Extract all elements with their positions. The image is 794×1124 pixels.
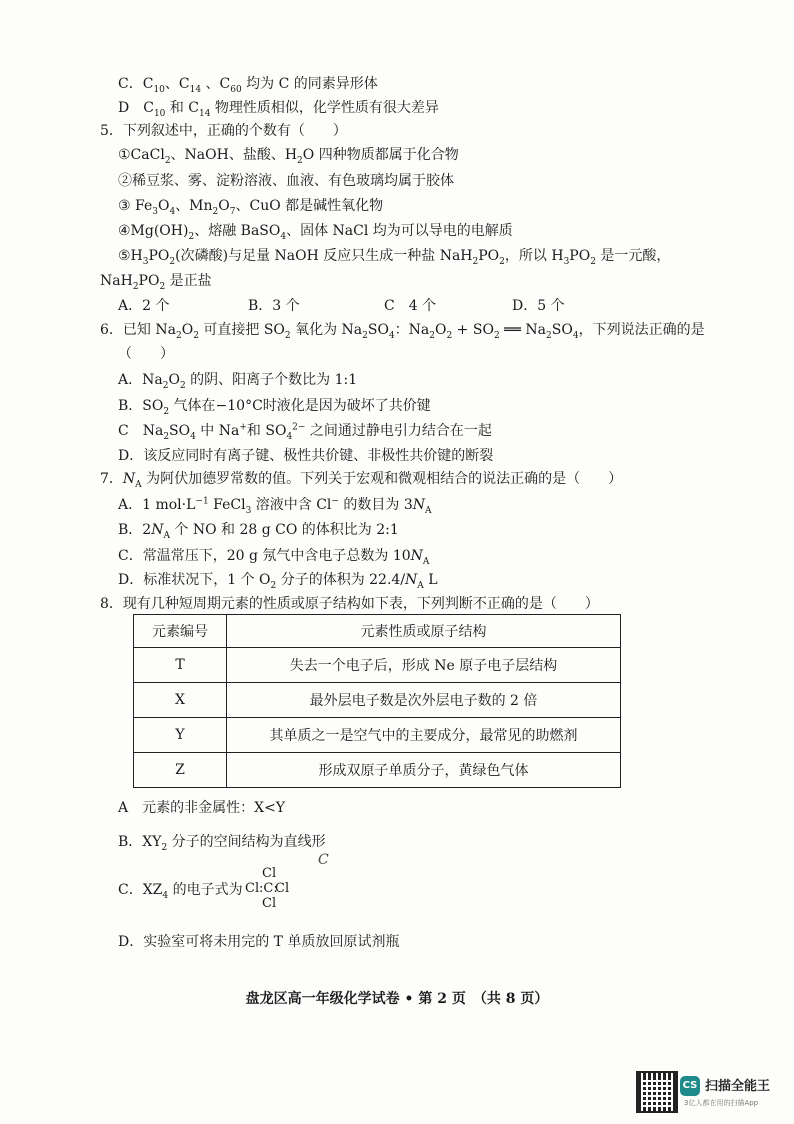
qr-code-icon	[636, 1071, 678, 1113]
struct-cl-right: Cl	[275, 881, 290, 896]
q8-stem: 8．现有几种短周期元素的性质或原子结构如下表，下列判断不正确的是（ ）	[100, 596, 599, 612]
table-cell: 最外层电子数是次外层电子数的 2 倍	[227, 683, 621, 718]
electron-formula	[245, 866, 290, 915]
q8-option-d: D．实验室可将未用完的 T 单质放回原试剂瓶	[118, 934, 400, 950]
q4-option-d: D $C_{10}$ 和 $C_{14}$ 物理性质相似，化学性质有很大差异	[118, 100, 439, 119]
q7-stem: 7．$N_A$ 为阿伏加德罗常数的值。下列关于宏观和微观相结合的说法正确的是（ ）	[100, 471, 623, 490]
table-cell: X	[134, 683, 227, 718]
table-cell: 其单质之一是空气中的主要成分，最常见的助燃剂	[227, 718, 621, 753]
table-cell: 失去一个电子后，形成 Ne 原子电子层结构	[227, 648, 621, 683]
table-row	[134, 648, 621, 683]
q8-option-c: C．$XZ_4$ 的电子式为	[118, 882, 243, 901]
q7-option-b: B．$2N_A$ 个 NO 和 28 g CO 的体积比为 2:1	[118, 522, 399, 541]
q7-option-a: A．1 $mol\cdot L^{-1}$ FeCl$_3$ 溶液中含 Cl− 的数目为 $3N_A$	[118, 496, 432, 516]
q5-statement-5b: $NaH_2PO_2$ 是正盐	[100, 273, 212, 292]
camscanner-tagline: 3亿人都在用的扫描App	[684, 1099, 759, 1107]
struct-c-center: :C:	[259, 881, 278, 896]
struct-cl-left: Cl	[245, 881, 260, 896]
table-header-cell: 元素性质或原子结构	[227, 615, 621, 648]
q5-option-a: A．2 个	[118, 298, 170, 314]
camscanner-logo-icon: CS	[680, 1076, 700, 1096]
q5-stem: 5．下列叙述中，正确的个数有（ ）	[100, 123, 347, 139]
table-header-row	[134, 615, 621, 648]
handwritten-mark: C	[318, 852, 329, 868]
q7-option-d: D．标准状况下，1 个 $O_2$ 分子的体积为 $22.4/N_A$ L	[118, 572, 438, 591]
q6-paren: （ ）	[118, 346, 174, 362]
q5-option-c: C 4 个	[384, 298, 437, 314]
table-row	[134, 753, 621, 788]
q7-option-c: C．常温常压下，20 g 氖气中含电子总数为 $10N_A$	[118, 548, 430, 567]
q6-option-c: C $Na_2SO_4$ 中 Na+和 $SO_4^{2-}$ 之间通过静电引力结合在一起	[118, 422, 492, 442]
q8-option-a: A 元素的非金属性：X<Y	[118, 800, 286, 816]
element-table	[133, 614, 621, 788]
q5-statement-4: $④Mg(OH)_2$、熔融 BaSO$_4$、固体 NaCl 均为可以导电的电解质	[118, 223, 513, 242]
q5-statement-5a: $⑤H_3PO_2$(次磷酸)与足量 NaOH 反应只生成一种盐 $NaH_2PO_2$，所以 $H_3PO_2$ 是一元酸，	[118, 248, 671, 267]
table-row	[134, 683, 621, 718]
q6-stem: 6．已知 $Na_2O_2$ 可直接把 $SO_2$ 氧化为 $Na_2SO_4$：$Na_2O_2 + SO_2$ ══ $Na_2SO_4$，下列说法正确的是	[100, 322, 705, 341]
q6-option-a: A．$Na_2O_2$ 的阴、阳离子个数比为 1:1	[118, 372, 358, 391]
q6-option-d: D．该反应同时有离子键、极性共价键、非极性共价键的断裂	[118, 448, 494, 464]
camscanner-name: 扫描全能王	[705, 1079, 771, 1094]
q8-option-b: B．$XY_2$ 分子的空间结构为直线形	[118, 834, 326, 853]
table-cell: Y	[134, 718, 227, 753]
struct-cl-bottom: Cl	[262, 896, 277, 911]
q5-statement-3: ③ $Fe_3O_4$、$Mn_2O_7$、CuO 都是碱性氧化物	[118, 198, 384, 217]
q5-statement-1: ①CaCl$_2$、NaOH、盐酸、$H_2O$ 四种物质都属于化合物	[118, 147, 459, 166]
page-footer: 盘龙区高一年级化学试卷 • 第 2 页 （共 8 页）	[245, 991, 549, 1007]
q6-option-b: B．$SO_2$ 气体在−10°C时液化是因为破坏了共价键	[118, 398, 431, 417]
struct-cl-top: Cl	[262, 866, 277, 881]
table-header-cell: 元素编号	[134, 615, 227, 648]
q4-option-c: C．$C_{10}$、$C_{14}$ 、$C_{60}$ 均为 C 的同素异形体	[118, 76, 378, 95]
q5-option-b: B．3 个	[248, 298, 300, 314]
q5-option-d: D．5 个	[512, 298, 565, 314]
table-cell: Z	[134, 753, 227, 788]
q5-statement-2: ②稀豆浆、雾、淀粉溶液、血液、有色玻璃均属于胶体	[118, 173, 454, 189]
table-cell: 形成双原子单质分子，黄绿色气体	[227, 753, 621, 788]
table-row	[134, 718, 621, 753]
table-cell: T	[134, 648, 227, 683]
